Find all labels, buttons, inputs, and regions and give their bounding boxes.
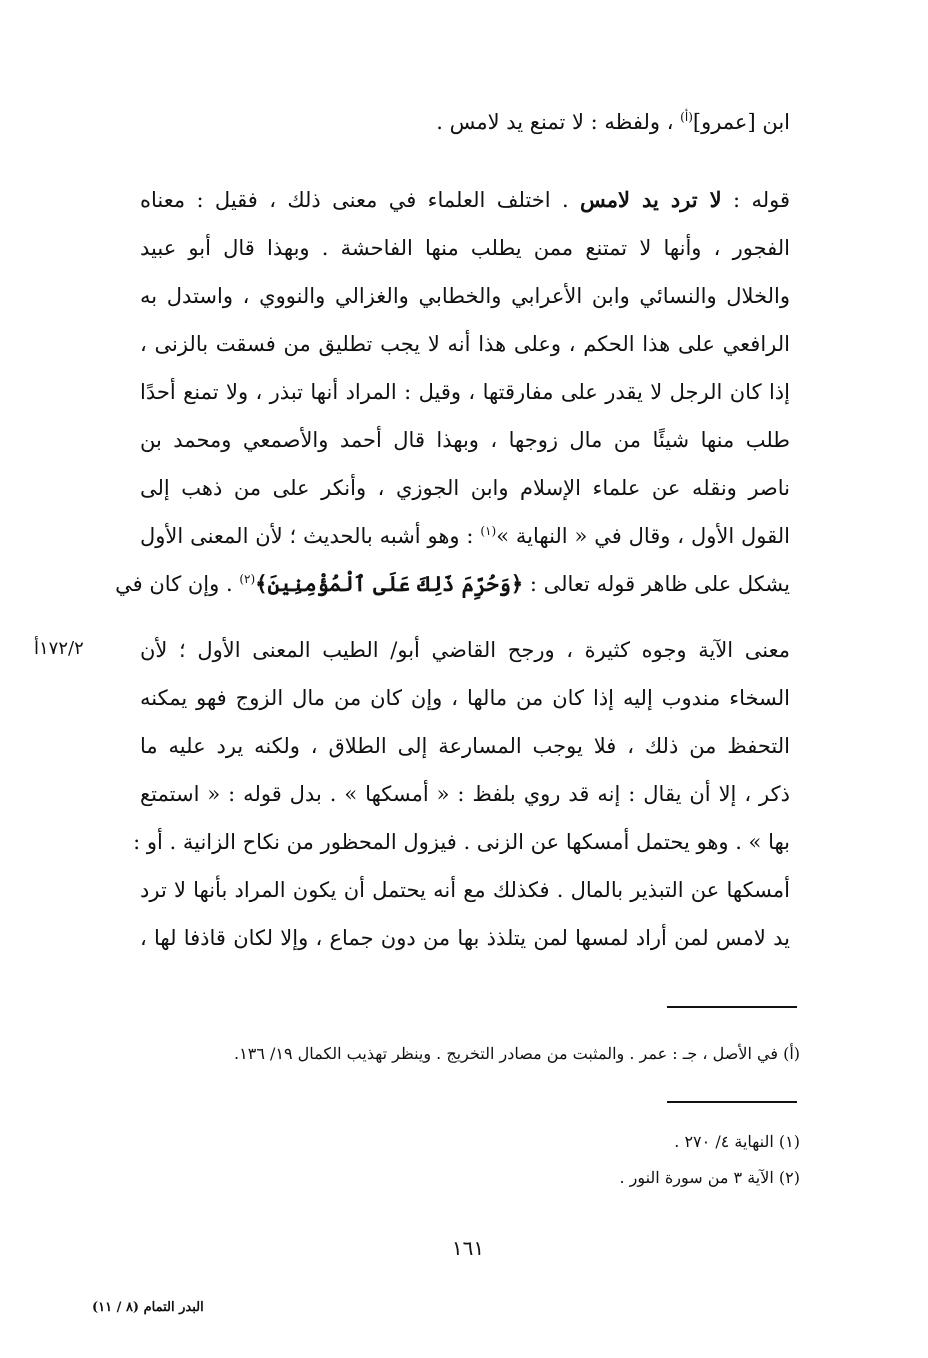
footnote-2: (٢) الآية ٣ من سورة النور . (619, 1168, 800, 1187)
text-line: الفجور ، وأنها لا تمتنع ممن يطلب منها الفاحشة . وبهذا قال أبو عبيد (140, 236, 790, 260)
footnote-alif: (أ) في الأصل ، جـ : عمر . والمثبت من مصادر التخريج . وينظر تهذيب الكمال ١٩/ ١٣٦. (234, 1044, 800, 1063)
text-line: التحفظ من ذلك ، فلا يوجب المسارعة إلى الطلاق ، ولكنه يرد عليه ما (140, 734, 790, 758)
quran-verse: ﴿وَحُرِّمَ ذَلِكَ عَلَى ٱلْمُؤْمِنِينَ﴾ (255, 571, 524, 596)
footnote-divider (667, 1101, 797, 1103)
text-line: بها » . وهو يحتمل أمسكها عن الزنى . فيزول المحظور من نكاح الزانية . أو : (133, 830, 790, 854)
text-line: والخلال والنسائي وابن الأعرابي والخطابي والغزالي والنووي ، واستدل به (140, 284, 790, 308)
text-line: ذكر ، إلا أن يقال : إنه قد روي بلفظ : « أمسكها » . بدل قوله : « استمتع (140, 782, 790, 806)
manuscript-folio-note: ١٧٢/٢أ (34, 638, 84, 659)
text-line: يد لامس لمن أراد لمسها لمن يتلذذ بها من دون جماع ، وإلا لكان قاذفا لها ، (140, 926, 790, 950)
footnote-divider (667, 1006, 797, 1008)
footnote-marker-1: (١) (480, 524, 497, 538)
footnote-1: (١) النهاية ٤/ ٢٧٠ . (674, 1132, 800, 1151)
book-signature: البدر التمام (٨ / ١١) (92, 1300, 204, 1315)
text-line: الرافعي على هذا الحكم ، وعلى هذا أنه لا يجب تطليق من فسقت بالزنى ، (140, 332, 790, 356)
text-line: إذا كان الرجل لا يقدر على مفارقتها ، وقيل : المراد أنها تبذر ، ولا تمنع أحدًا (140, 380, 790, 404)
text-line: طلب منها شيئًا من مال زوجها ، وبهذا قال أحمد والأصمعي ومحمد بن (140, 428, 790, 452)
text-line: يشكل على ظاهر قوله تعالى : ﴿وَحُرِّمَ ذَلِكَ عَلَى ٱلْمُؤْمِنِينَ﴾$^{(٢)}$ . وإن كان في (115, 571, 790, 596)
text-line: أمسكها عن التبذير بالمال . فكذلك مع أنه يحتمل أن يكون المراد بأنها لا ترد (140, 878, 790, 902)
text-line: السخاء مندوب إليه إذا كان من مالها ، وإن كان من مال الزوج فهو يمكنه (140, 686, 790, 710)
text-line: قوله : لا ترد يد لامس . اختلف العلماء في معنى ذلك ، فقيل : معناه (140, 187, 791, 212)
footnote-marker-2: (٢) (239, 572, 256, 586)
text-line: ابن [عمرو]$^{(أ)}$ ، ولفظه : لا تمنع يد لامس . (436, 110, 790, 134)
text-line: ناصر ونقله عن علماء الإسلام وابن الجوزي ، وأنكر على من ذهب إلى (140, 476, 790, 500)
text-line: القول الأول ، وقال في « النهاية »$^{(١)}$ : وهو أشبه بالحديث ؛ لأن المعنى الأول (140, 524, 790, 548)
footnote-marker-alif: (أ) (680, 110, 693, 124)
hadith-phrase: لا ترد يد لامس (580, 187, 722, 212)
page-number: ١٦١ (451, 1236, 485, 1260)
text-line: معنى الآية وجوه كثيرة ، ورجح القاضي أبو/ الطيب المعنى الأول ؛ لأن (140, 638, 790, 662)
